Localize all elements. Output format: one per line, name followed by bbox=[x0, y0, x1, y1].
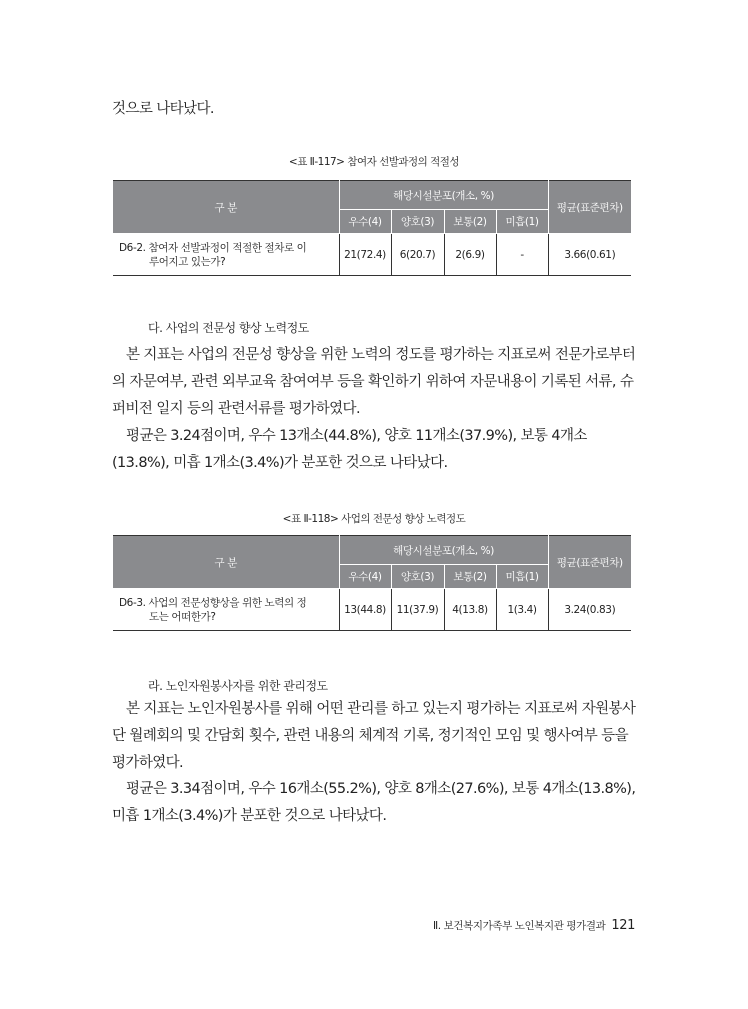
section-da-para1: 본 지표는 사업의 전문성 향상을 위한 노력의 정도를 평가하는 지표로써 전문가로부터의 자문여부, 관련 외부교육 참여여부 등을 확인하기 위하여 자문내용이 기록된 서류, 슈퍼비전 일지 등의 관련서류를 평가하였다. bbox=[112, 347, 636, 417]
continued-text: 것으로 나타났다. bbox=[112, 101, 214, 117]
table2-header-col: 우수(4) bbox=[339, 565, 391, 589]
table1-header-category: 구 분 bbox=[113, 181, 339, 234]
table1-header-col: 우수(4) bbox=[339, 210, 391, 234]
table-row bbox=[113, 589, 631, 631]
table2-item-line2: 도는 어떠한가? bbox=[149, 610, 216, 623]
table2-item bbox=[113, 589, 339, 631]
table1-item-line2: 루어지고 있는가? bbox=[149, 255, 226, 268]
table1 bbox=[113, 180, 631, 276]
table1-header-col: 보통(2) bbox=[444, 210, 496, 234]
table1-item-line1: D6-2. 참여자 선발과정이 적절한 절차로 이 bbox=[119, 241, 307, 254]
section-ra-para2: 평균은 3.34점이며, 우수 16개소(55.2%), 양호 8개소(27.6%), 보통 4개소(13.8%), 미흡 1개소(3.4%)가 분포한 것으로 나타났다. bbox=[112, 781, 636, 824]
table1-header-mean: 평균(표준편차) bbox=[548, 181, 631, 234]
section-da-para2: 평균은 3.24점이며, 우수 13개소(44.8%), 양호 11개소(37.9%), 보통 4개소(13.8%), 미흡 1개소(3.4%)가 분포한 것으로 나타났다. bbox=[112, 428, 587, 471]
table2-cell: 11(37.9) bbox=[391, 589, 444, 631]
table2-header-group: 해당시설분포(개소, %) bbox=[339, 536, 548, 565]
table1-caption: <표 Ⅱ-117> 참여자 선발과정의 적절성 bbox=[288, 156, 460, 168]
table1-header-group: 해당시설분포(개소, %) bbox=[339, 181, 548, 210]
table2-header-category: 구 분 bbox=[113, 536, 339, 589]
table2-item-line1: D6-3. 사업의 전문성향상을 위한 노력의 정 bbox=[119, 596, 307, 609]
table1-cell: 2(6.9) bbox=[444, 234, 496, 276]
table1-header-col: 양호(3) bbox=[391, 210, 444, 234]
table2 bbox=[113, 535, 631, 631]
section-ra-para1: 본 지표는 노인자원봉사를 위해 어떤 관리를 하고 있는지 평가하는 지표로써 자원봉사단 월례회의 및 간담회 횟수, 관련 내용의 체계적 기록, 정기적인 모임 및 행사여부 등을 평가하였다. bbox=[112, 701, 636, 771]
table-row bbox=[113, 234, 631, 276]
table1-cell: 6(20.7) bbox=[391, 234, 444, 276]
table2-caption: <표 Ⅱ-118> 사업의 전문성 향상 노력정도 bbox=[282, 513, 466, 525]
table2-cell: 4(13.8) bbox=[444, 589, 496, 631]
table2-header-col: 보통(2) bbox=[444, 565, 496, 589]
table2-header-mean: 평균(표준편차) bbox=[548, 536, 631, 589]
table2-header-col: 양호(3) bbox=[391, 565, 444, 589]
section-da-heading: 다. 사업의 전문성 향상 노력정도 bbox=[148, 321, 309, 335]
table1-cell: 21(72.4) bbox=[339, 234, 391, 276]
page-number: 121 bbox=[611, 918, 635, 933]
section-ra-heading: 라. 노인자원봉사자를 위한 관리정도 bbox=[148, 679, 328, 693]
table1-item bbox=[113, 234, 339, 276]
table2-cell: 1(3.4) bbox=[496, 589, 548, 631]
table1-cell: - bbox=[496, 234, 548, 276]
page-footer bbox=[410, 918, 635, 933]
table2-header-col: 미흡(1) bbox=[496, 565, 548, 589]
table2-mean: 3.24(0.83) bbox=[548, 589, 631, 631]
table1-mean: 3.66(0.61) bbox=[548, 234, 631, 276]
footer-chapter: Ⅱ. 보건복지가족부 노인복지관 평가결과 bbox=[432, 920, 606, 932]
table1-header-col: 미흡(1) bbox=[496, 210, 548, 234]
table2-cell: 13(44.8) bbox=[339, 589, 391, 631]
